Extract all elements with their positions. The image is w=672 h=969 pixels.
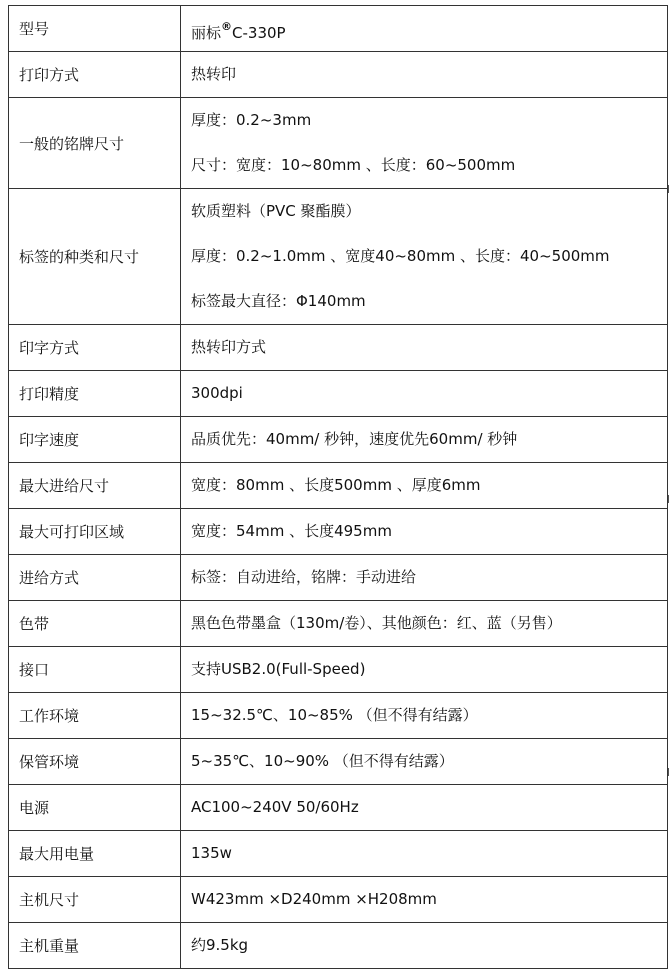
spec-value xyxy=(181,739,668,785)
spec-value-line: 300dpi xyxy=(191,384,243,402)
spec-value xyxy=(181,647,668,693)
brand-name: 丽标 xyxy=(191,24,222,42)
table-row xyxy=(9,923,668,969)
table-row xyxy=(9,785,668,831)
spec-value-line: 标签：自动进给，铭牌：手动进给 xyxy=(191,568,417,586)
spec-value-line xyxy=(191,6,657,51)
spec-label: 主机重量 xyxy=(9,923,181,969)
spec-label: 进给方式 xyxy=(9,555,181,601)
spec-value xyxy=(181,831,668,877)
spec-value xyxy=(181,463,668,509)
spec-value xyxy=(181,52,668,98)
spec-value-line: 热转印方式 xyxy=(191,338,267,356)
table-row xyxy=(9,417,668,463)
spec-label: 最大进给尺寸 xyxy=(9,463,181,509)
spec-value-line: 135w xyxy=(191,844,232,862)
spec-value-line: 软质塑料（PVC 聚酯膜） xyxy=(191,202,361,220)
model-number: C-330P xyxy=(232,24,286,42)
table-row xyxy=(9,647,668,693)
spec-label: 一般的铭牌尺寸 xyxy=(9,98,181,189)
spec-value xyxy=(181,785,668,831)
spec-value-line: 厚度：0.2~3mm xyxy=(191,111,312,129)
spec-value xyxy=(181,371,668,417)
spec-label: 接口 xyxy=(9,647,181,693)
spec-value xyxy=(181,325,668,371)
spec-label: 最大可打印区域 xyxy=(9,509,181,555)
spec-value-line: 标签最大直径：Φ140mm xyxy=(191,292,366,310)
page-edge-mark xyxy=(668,768,672,776)
spec-value-line: W423mm ×D240mm ×H208mm xyxy=(191,890,437,908)
spec-value xyxy=(181,189,668,325)
spec-value xyxy=(181,877,668,923)
table-row xyxy=(9,693,668,739)
spec-label: 标签的种类和尺寸 xyxy=(9,189,181,325)
spec-table xyxy=(8,5,668,969)
table-row xyxy=(9,739,668,785)
table-row xyxy=(9,6,668,52)
spec-value-line: 厚度：0.2~1.0mm 、宽度40~80mm 、长度：40~500mm xyxy=(191,247,610,265)
spec-value xyxy=(181,509,668,555)
spec-value xyxy=(181,601,668,647)
spec-label: 打印方式 xyxy=(9,52,181,98)
spec-value xyxy=(181,923,668,969)
spec-label: 最大用电量 xyxy=(9,831,181,877)
registered-mark: ® xyxy=(221,20,233,33)
spec-label: 印字方式 xyxy=(9,325,181,371)
spec-value-line: 约9.5kg xyxy=(191,936,249,954)
spec-label: 型号 xyxy=(9,6,181,52)
spec-value xyxy=(181,6,668,52)
spec-value xyxy=(181,98,668,189)
table-row xyxy=(9,98,668,189)
spec-value-line: 5~35℃、10~90% （但不得有结露） xyxy=(191,752,454,770)
page-edge-mark xyxy=(668,185,672,193)
spec-value-line: 宽度：54mm 、长度495mm xyxy=(191,522,392,540)
spec-label: 保管环境 xyxy=(9,739,181,785)
spec-value-line: 支持USB2.0(Full-Speed) xyxy=(191,660,366,678)
table-row xyxy=(9,831,668,877)
table-row xyxy=(9,189,668,325)
spec-value-line: 宽度：80mm 、长度500mm 、厚度6mm xyxy=(191,476,481,494)
table-row xyxy=(9,601,668,647)
table-row xyxy=(9,463,668,509)
table-row xyxy=(9,325,668,371)
spec-value-line: 尺寸：宽度：10~80mm 、长度：60~500mm xyxy=(191,156,516,174)
spec-value-line: 热转印 xyxy=(191,65,237,83)
spec-value-line: 品质优先：40mm/ 秒钟，速度优先60mm/ 秒钟 xyxy=(191,430,518,448)
spec-value-line: 15~32.5℃、10~85% （但不得有结露） xyxy=(191,706,478,724)
spec-label: 工作环境 xyxy=(9,693,181,739)
spec-label: 色带 xyxy=(9,601,181,647)
page-edge-mark xyxy=(668,495,672,503)
spec-value xyxy=(181,417,668,463)
spec-value-line: AC100~240V 50/60Hz xyxy=(191,798,359,816)
spec-label: 电源 xyxy=(9,785,181,831)
table-row xyxy=(9,52,668,98)
table-row xyxy=(9,371,668,417)
table-row xyxy=(9,509,668,555)
spec-value xyxy=(181,555,668,601)
spec-label: 印字速度 xyxy=(9,417,181,463)
table-row xyxy=(9,555,668,601)
spec-value-line: 黑色色带墨盒（130m/卷）、其他颜色：红、蓝（另售） xyxy=(191,614,562,632)
spec-label: 打印精度 xyxy=(9,371,181,417)
table-row xyxy=(9,877,668,923)
spec-label: 主机尺寸 xyxy=(9,877,181,923)
spec-value xyxy=(181,693,668,739)
